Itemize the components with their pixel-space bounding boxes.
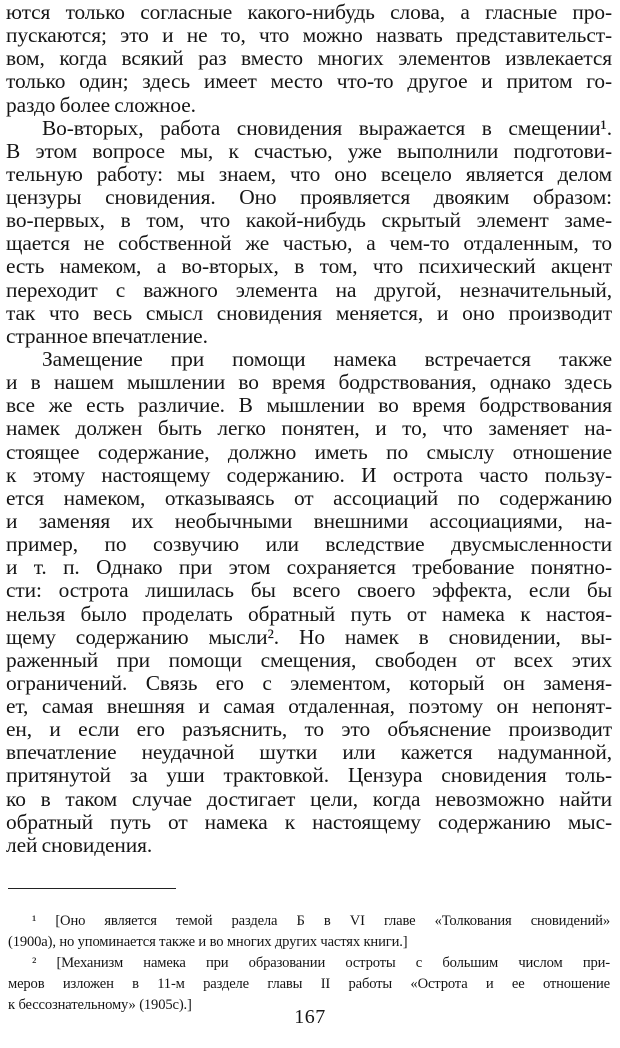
- body-line-19: намек должен быть легко понятен, и то, что заменяет на-: [6, 416, 612, 441]
- body-line-5: раздо более сложное.: [6, 92, 196, 117]
- body-line-10: во-первых, в том, что какой-нибудь скрытый элемент заме-: [6, 208, 612, 233]
- footnote-1-line-1: ¹ [Оно является темой раздела Б в VI главе «Толкования сновидений»: [32, 912, 610, 929]
- body-line-21: к этому настоящему содержанию. И острота часто пользу-: [6, 462, 612, 487]
- footnote-2-line-1: ² [Механизм намека при образовании остроты с большим числом при-: [32, 954, 610, 971]
- body-line-1: ются только согласные какого-нибудь слова, а гласные про-: [6, 0, 612, 24]
- body-line-24: пример, по созвучию или вследствие двусмысленности: [6, 532, 612, 557]
- body-line-27: нельзя было проделать обратный путь от намека к настоя-: [6, 601, 612, 626]
- body-line-7: В этом вопросе мы, к счастью, уже выполнили подготови-: [6, 138, 612, 163]
- body-line-37: лей сновидения.: [6, 832, 153, 857]
- body-line-14: так что весь смысл сновидения меняется, и оно производит: [6, 300, 612, 325]
- body-line-32: ен, и если его разъяснить, то это объяснение производит: [6, 717, 612, 742]
- body-line-18: все же есть различие. В мышлении во время бодрствования: [6, 393, 612, 418]
- body-line-36: обратный путь от намека к настоящему содержанию мыс-: [6, 809, 612, 834]
- body-line-23: и заменяя их необычными внешними ассоциациями, на-: [6, 508, 612, 533]
- body-line-8: тельную работу: мы знаем, что оно всецело является делом: [6, 161, 612, 186]
- body-line-9: цензуры сновидения. Оно проявляется двояким образом:: [6, 185, 612, 210]
- body-line-3: вом, когда всякий раз вместо многих элементов извлекается: [6, 46, 612, 71]
- body-line-34: притянутой за уши трактовкой. Цензура сновидения толь-: [6, 763, 612, 788]
- body-line-33: впечатление неудачной шутки или кажется надуманной,: [6, 740, 612, 765]
- body-line-4: только один; здесь имеет место что-то другое и притом го-: [6, 69, 612, 94]
- body-line-11: щается не собственной же частью, а чем-то отдаленным, то: [6, 231, 612, 256]
- body-line-2: пускаются; это и не то, что можно назвать представительст-: [6, 23, 612, 48]
- body-line-17: и в нашем мышлении во время бодрствования, однако здесь: [6, 370, 612, 395]
- body-line-26: сти: острота лишилась бы всего своего эффекта, если бы: [6, 578, 612, 603]
- footnote-2-line-2: меров изложен в 11-м разделе главы II работы «Острота и ее отношение: [8, 975, 610, 992]
- footnote-2-line-3: к бессознательному» (1905с).]: [8, 996, 192, 1013]
- body-line-35: ко в таком случае достигает цели, когда невозможно найти: [6, 786, 612, 811]
- body-line-28: щему содержанию мысли². Но намек в сновидении, вы-: [6, 624, 612, 649]
- body-line-16: Замещение при помощи намека встречается также: [42, 347, 612, 372]
- body-line-15: странное впечатление.: [6, 323, 208, 348]
- body-line-30: ограничений. Связь его с элементом, который он заменя-: [6, 670, 612, 695]
- body-line-12: есть намеком, а во-вторых, в том, что психический акцент: [6, 254, 612, 279]
- footnote-separator: [8, 888, 176, 889]
- body-line-29: раженный при помощи смещения, свободен от всех этих: [6, 647, 612, 672]
- body-line-25: и т. п. Однако при этом сохраняется требование понятно-: [6, 555, 612, 580]
- body-line-6: Во-вторых, работа сновидения выражается в смещении¹.: [42, 115, 612, 140]
- page-number: 167: [294, 1006, 326, 1028]
- body-line-13: переходит с важного элемента на другой, незначительный,: [6, 277, 612, 302]
- body-line-22: ется намеком, отказываясь от ассоциаций по содержанию: [6, 485, 612, 510]
- body-line-20: стоящее содержание, должно иметь по смыслу отношение: [6, 439, 612, 464]
- footnote-1-line-2: (1900а), но упоминается также и во многих других частях книги.]: [8, 933, 408, 950]
- body-line-31: ет, самая внешняя и самая отдаленная, поэтому он непонят-: [6, 694, 612, 719]
